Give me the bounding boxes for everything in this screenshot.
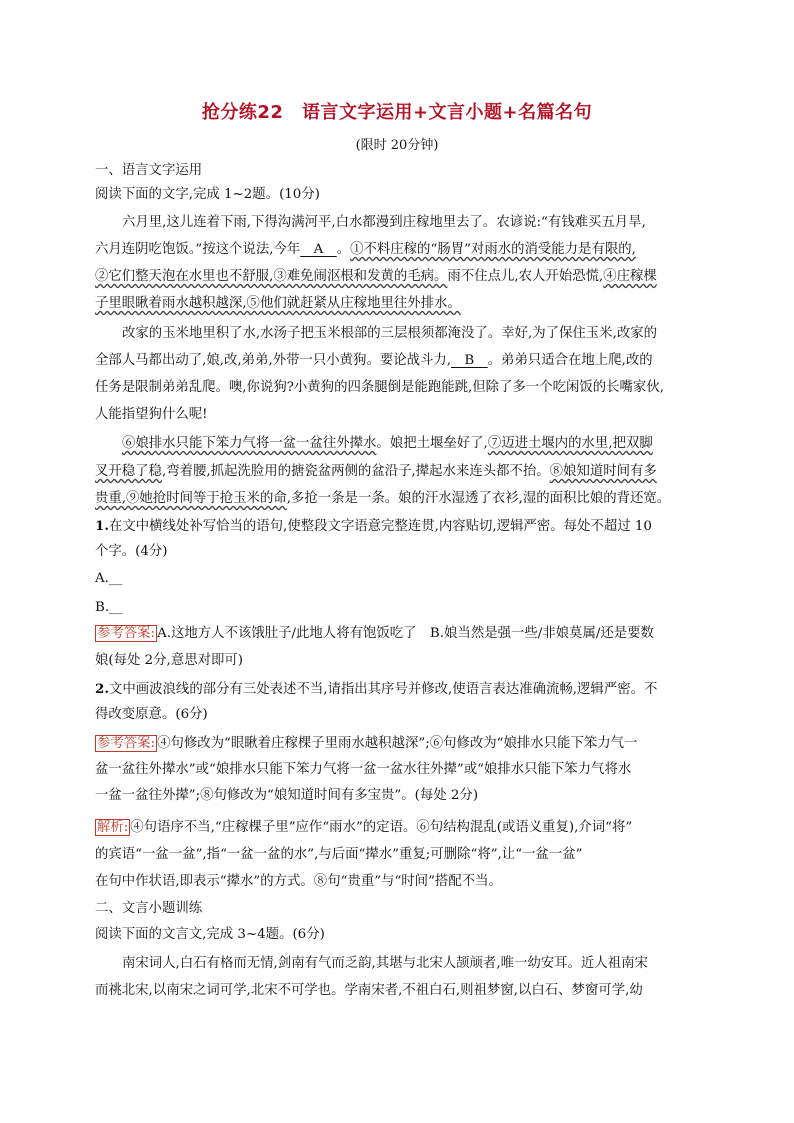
line-text: 的宾语“一盆一盆”,指“一盆一盆的水”,与后面“撵水”重复;可删除“将”,让“一盆一盆” bbox=[95, 847, 583, 862]
wavy-underlined-text: 子里眼瞅着雨水越积越深,⑤他们就赶紧从庄稼地里往外排水。 bbox=[95, 296, 461, 311]
text-line bbox=[95, 569, 705, 589]
text-line bbox=[95, 185, 705, 205]
line-text: 个字。(4分) bbox=[95, 544, 168, 559]
line-text: 而祧北宋,以南宋之词可学,北宋不可学也。学南宋者,不祖白石,则祖梦窗,以白石、梦窗可学,幼 bbox=[95, 983, 643, 998]
text-line bbox=[95, 405, 705, 425]
text-line bbox=[95, 351, 705, 371]
line-text: 在句中作状语,即表示“撵水”的方式。⑧句“贵重”与“时间”搭配不当。 bbox=[95, 874, 502, 889]
text-line bbox=[95, 872, 705, 892]
line-text: 阅读下面的文字,完成 1~2题。(10分) bbox=[95, 187, 320, 202]
text-line bbox=[95, 240, 705, 260]
line-text: A.这地方人不该饿肚子/此地人将有饱饭吃了 B.娘当然是强一些/非娘莫属/还是要数 bbox=[157, 626, 654, 641]
text-line bbox=[95, 516, 705, 536]
text-line bbox=[95, 981, 705, 1001]
blank-line: A bbox=[300, 242, 337, 257]
text-line bbox=[122, 954, 705, 974]
text-line bbox=[95, 542, 705, 562]
line-text: 文中画波浪线的部分有三处表述不当,请指出其序号并修改,使语言表达准确流畅,逻辑严密。不 bbox=[108, 682, 658, 697]
line-text: 全部人马都出动了,娘,改,弟弟,外带一只小黄狗。要论战斗力, bbox=[95, 353, 452, 368]
line-text: 阅读下面的文言文,完成 3~4题。(6分) bbox=[95, 927, 325, 942]
text-line bbox=[95, 161, 705, 181]
wavy-underlined-text: ⑧娘知道时间有多 bbox=[549, 464, 657, 479]
text-line bbox=[95, 378, 705, 398]
line-text: ④句语序不当,“庄稼棵子里”应作“雨水”的定语。⑥句结构混乱(或语义重复),介词“将” bbox=[130, 820, 633, 835]
text-line bbox=[95, 786, 705, 806]
wavy-underlined-text: ⑥娘排水只能下笨力气将一盆一盆往外撵水 bbox=[122, 436, 377, 451]
line-text: 在文中横线处补写恰当的语句,使整段文字语意完整连贯,内容贴切,逻辑严密。每处不超过 10 bbox=[108, 519, 652, 534]
line-text: 人能指望狗什么呢! bbox=[95, 407, 208, 422]
answer-tag: 参考答案: bbox=[97, 736, 156, 751]
line-text: 。弟弟只适合在地上爬,改的 bbox=[487, 353, 653, 368]
line-text: 。娘把土堰垒好了, bbox=[376, 436, 488, 451]
wavy-underlined-text: ④庄稼棵 bbox=[603, 269, 657, 284]
line-text: 一、语言文字运用 bbox=[95, 163, 203, 178]
text-line bbox=[95, 925, 705, 945]
text-line bbox=[95, 294, 705, 314]
line-text: 二、文言小题训练 bbox=[95, 901, 203, 916]
line-text: ,多抢一条是一条。娘的汗水湿透了衣衫,湿的面积比娘的背还宽。 bbox=[286, 491, 671, 506]
line-text: ④句修改为“眼瞅着庄稼棵子里雨水越积越深”;⑥句修改为“娘排水只能下笨力气一 bbox=[157, 736, 638, 751]
line-text: 六月连阴吃饱饭。”按这个说法,今年 bbox=[95, 242, 301, 257]
text-line bbox=[95, 624, 705, 644]
wavy-underlined-text: ⑦迈进土堰内的水里,把双脚 bbox=[487, 436, 653, 451]
line-text: 六月里,这儿连着下雨,下得沟满河平,白水都漫到庄稼地里去了。农谚说:“有钱难买五月旱, bbox=[122, 215, 646, 230]
line-text: 南宋词人,白石有格而无情,剑南有气而乏韵,其堪与北宋人颉颃者,唯一幼安耳。近人祖南宋 bbox=[122, 956, 648, 971]
line-text: 。 bbox=[336, 242, 351, 257]
line-text: 娘(每处 2分,意思对即可) bbox=[95, 653, 243, 668]
question-number: 1. bbox=[95, 518, 109, 534]
wavy-underlined-text: ②它们整天泡在水里也不舒服,③难免闹沤根和发黄的毛病。 bbox=[95, 269, 448, 284]
page-title: 抢分练22 语言文字运用+文言小题+名篇名句 bbox=[201, 102, 593, 123]
line-text: 一盆一盆往外撵”;⑧句修改为“娘知道时间有多宝贵”。(每处 2分) bbox=[95, 788, 479, 803]
text-line bbox=[95, 598, 705, 618]
wavy-underlined-text: ①不料庄稼的“肠胃”对雨水的消受能力是有限的, bbox=[350, 242, 636, 257]
line-text: B.__ bbox=[95, 600, 123, 615]
text-line bbox=[95, 651, 705, 671]
text-line bbox=[95, 818, 705, 838]
line-text: 得改变原意。(6分) bbox=[95, 707, 208, 722]
text-line bbox=[95, 489, 705, 509]
line-text: ,弯着腰,抓起洗脸用的搪瓷盆两侧的盆沿子,撵起水来连头都不抬。 bbox=[161, 464, 550, 479]
line-text: 改家的玉米地里积了水,水汤子把玉米根部的三层根须都淹没了。幸好,为了保住玉米,改家的 bbox=[122, 326, 658, 341]
text-line bbox=[95, 705, 705, 725]
line-text: 雨不住点儿,农人开始恐慌, bbox=[447, 269, 604, 284]
question-number: 2. bbox=[95, 681, 109, 697]
blank-line: B bbox=[451, 353, 488, 368]
text-line bbox=[122, 213, 705, 233]
text-line bbox=[122, 434, 705, 454]
line-text: 任务是限制弟弟乱爬。噢,你说狗?小黄狗的四条腿倒是能跑能跳,但除了多一个吃闲饭的长嘴家伙, bbox=[95, 380, 664, 395]
text-line bbox=[95, 899, 705, 919]
text-line bbox=[95, 267, 705, 287]
time-limit: (限时 20分钟) bbox=[355, 138, 439, 153]
text-line bbox=[95, 462, 705, 482]
text-line bbox=[95, 845, 705, 865]
wavy-underlined-text: 叉开稳了稳 bbox=[95, 464, 162, 479]
line-text: A.__ bbox=[95, 571, 123, 586]
answer-tag: 参考答案: bbox=[97, 626, 156, 641]
line-text: 盆一盆往外撵水”或“娘排水只能下笨力气将一盆一盆水往外撵”或“娘排水只能下笨力气将水 bbox=[95, 762, 632, 777]
text-line bbox=[95, 679, 705, 699]
wavy-underlined-text: 贵重,⑨她抢时间等于抢玉米的命 bbox=[95, 491, 287, 506]
answer-tag: 解析: bbox=[97, 820, 129, 835]
text-line bbox=[95, 734, 705, 754]
text-line bbox=[122, 324, 705, 344]
text-line bbox=[95, 760, 705, 780]
